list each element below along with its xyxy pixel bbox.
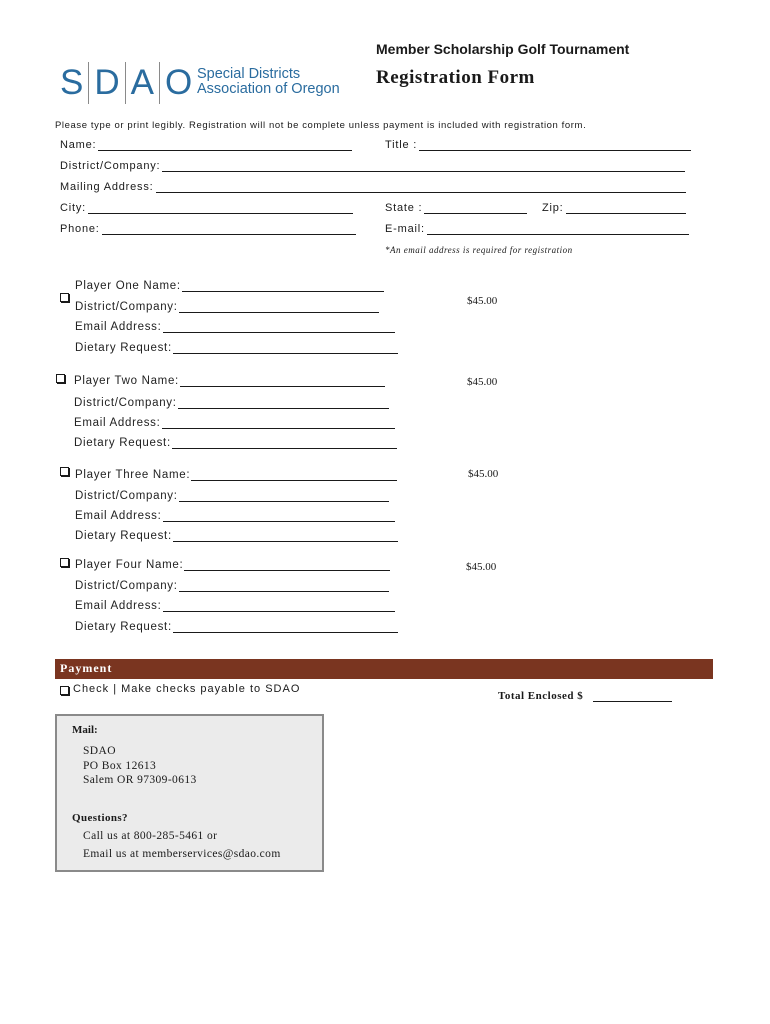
player-one-email-line[interactable] [163, 321, 395, 333]
player-one-email-label: Email Address: [75, 321, 162, 333]
player-one-checkbox[interactable] [60, 293, 69, 302]
city-label: City: [60, 202, 86, 214]
mail-address-line-3: Salem OR 97309-0613 [83, 774, 197, 786]
logo-wordmark [197, 67, 340, 97]
questions-phone: Call us at 800-285-5461 or [83, 830, 218, 842]
player-three-dietary-field [75, 530, 398, 542]
player-two-company-field [74, 397, 389, 409]
payment-title: Payment [60, 661, 113, 675]
sdao-logo [55, 62, 197, 104]
mailing-address-label: Mailing Address: [60, 181, 154, 193]
player-four-dietary-field [75, 621, 398, 633]
district-company-field [60, 160, 685, 172]
email-input-line[interactable] [427, 223, 689, 235]
logo-line-1: Special Districts [197, 66, 301, 82]
player-one-company-line[interactable] [179, 301, 379, 313]
player-four-email-field [75, 600, 395, 612]
player-four-company-label: District/Company: [75, 580, 178, 592]
player-two-name-line[interactable] [180, 375, 385, 387]
player-three-email-field [75, 510, 395, 522]
player-two-company-line[interactable] [178, 397, 389, 409]
check-payment-label: Check | Make checks payable to SDAO [73, 683, 301, 695]
mailing-address-field [60, 181, 686, 193]
title-field [385, 139, 691, 151]
instructions: Please type or print legibly. Registration will not be complete unless payment is included with registration form. [55, 120, 587, 131]
form-title: Registration Form [376, 67, 535, 88]
mail-address-line-2: PO Box 12613 [83, 760, 157, 772]
player-four-company-line[interactable] [179, 580, 389, 592]
questions-label: Questions? [72, 812, 128, 824]
player-three-price: $45.00 [468, 468, 499, 480]
player-two-email-line[interactable] [162, 417, 395, 429]
title-input-line[interactable] [419, 139, 691, 151]
player-four-dietary-line[interactable] [173, 621, 398, 633]
phone-field [60, 223, 356, 235]
player-one-price: $45.00 [467, 295, 498, 307]
phone-input-line[interactable] [102, 223, 356, 235]
player-three-email-line[interactable] [163, 510, 395, 522]
logo-letter-o: O [165, 63, 193, 102]
player-one-dietary-line[interactable] [173, 342, 398, 354]
total-enclosed-label: Total Enclosed $ [498, 690, 584, 702]
player-three-email-label: Email Address: [75, 510, 162, 522]
player-two-name-field [74, 375, 385, 387]
player-two-price: $45.00 [467, 376, 498, 388]
phone-label: Phone: [60, 223, 100, 235]
mail-address-line-1: SDAO [83, 745, 116, 757]
city-input-line[interactable] [88, 202, 353, 214]
player-three-name-line[interactable] [191, 469, 397, 481]
total-enclosed-field [498, 690, 672, 702]
zip-field [542, 202, 686, 214]
city-field [60, 202, 353, 214]
logo-letter-s: S [60, 63, 84, 102]
player-four-name-line[interactable] [184, 559, 390, 571]
player-four-name-field [75, 559, 390, 571]
player-three-company-field [75, 490, 389, 502]
player-one-name-label: Player One Name: [75, 280, 181, 292]
email-required-note: *An email address is required for registration [385, 245, 573, 255]
logo-line-2: Association of Oregon [197, 81, 340, 97]
player-two-name-label: Player Two Name: [74, 375, 179, 387]
player-one-dietary-label: Dietary Request: [75, 342, 172, 354]
player-one-dietary-field [75, 342, 398, 354]
player-two-company-label: District/Company: [74, 397, 177, 409]
player-four-email-line[interactable] [163, 600, 395, 612]
district-company-label: District/Company: [60, 160, 161, 172]
logo-letter-d: D [94, 63, 120, 102]
player-two-dietary-line[interactable] [172, 437, 397, 449]
name-input-line[interactable] [98, 139, 352, 151]
player-one-email-field [75, 321, 395, 333]
player-four-email-label: Email Address: [75, 600, 162, 612]
total-enclosed-line[interactable] [593, 690, 672, 702]
player-four-name-label: Player Four Name: [75, 559, 184, 571]
player-two-email-field [74, 417, 395, 429]
email-field [385, 223, 689, 235]
player-one-company-field [75, 301, 379, 313]
player-four-price: $45.00 [466, 561, 497, 573]
player-four-company-field [75, 580, 389, 592]
player-three-company-line[interactable] [179, 490, 389, 502]
event-title: Member Scholarship Golf Tournament [376, 41, 630, 57]
check-payment-checkbox[interactable] [60, 686, 69, 695]
mailing-address-input-line[interactable] [156, 181, 686, 193]
name-field [60, 139, 352, 151]
player-one-name-line[interactable] [182, 280, 384, 292]
player-three-dietary-line[interactable] [173, 530, 398, 542]
logo-letter-a: A [130, 63, 154, 102]
player-three-name-label: Player Three Name: [75, 469, 191, 481]
player-two-checkbox[interactable] [56, 374, 65, 383]
payment-header-bar [55, 659, 713, 679]
player-two-dietary-label: Dietary Request: [74, 437, 171, 449]
mail-label: Mail: [72, 724, 98, 736]
player-three-company-label: District/Company: [75, 490, 178, 502]
player-one-name-field [75, 280, 384, 292]
player-three-name-field [75, 469, 397, 481]
name-label: Name: [60, 139, 97, 151]
zip-input-line[interactable] [566, 202, 686, 214]
state-label: State : [385, 202, 423, 214]
player-three-dietary-label: Dietary Request: [75, 530, 172, 542]
zip-label: Zip: [542, 202, 564, 214]
state-field [385, 202, 527, 214]
player-four-checkbox[interactable] [60, 558, 69, 567]
email-label: E-mail: [385, 223, 425, 235]
state-input-line[interactable] [424, 202, 527, 214]
player-one-company-label: District/Company: [75, 301, 178, 313]
player-two-dietary-field [74, 437, 397, 449]
player-three-checkbox[interactable] [60, 467, 69, 476]
player-two-email-label: Email Address: [74, 417, 161, 429]
questions-email: Email us at memberservices@sdao.com [83, 848, 281, 860]
title-label: Title : [385, 139, 418, 151]
player-four-dietary-label: Dietary Request: [75, 621, 172, 633]
district-company-input-line[interactable] [162, 160, 685, 172]
